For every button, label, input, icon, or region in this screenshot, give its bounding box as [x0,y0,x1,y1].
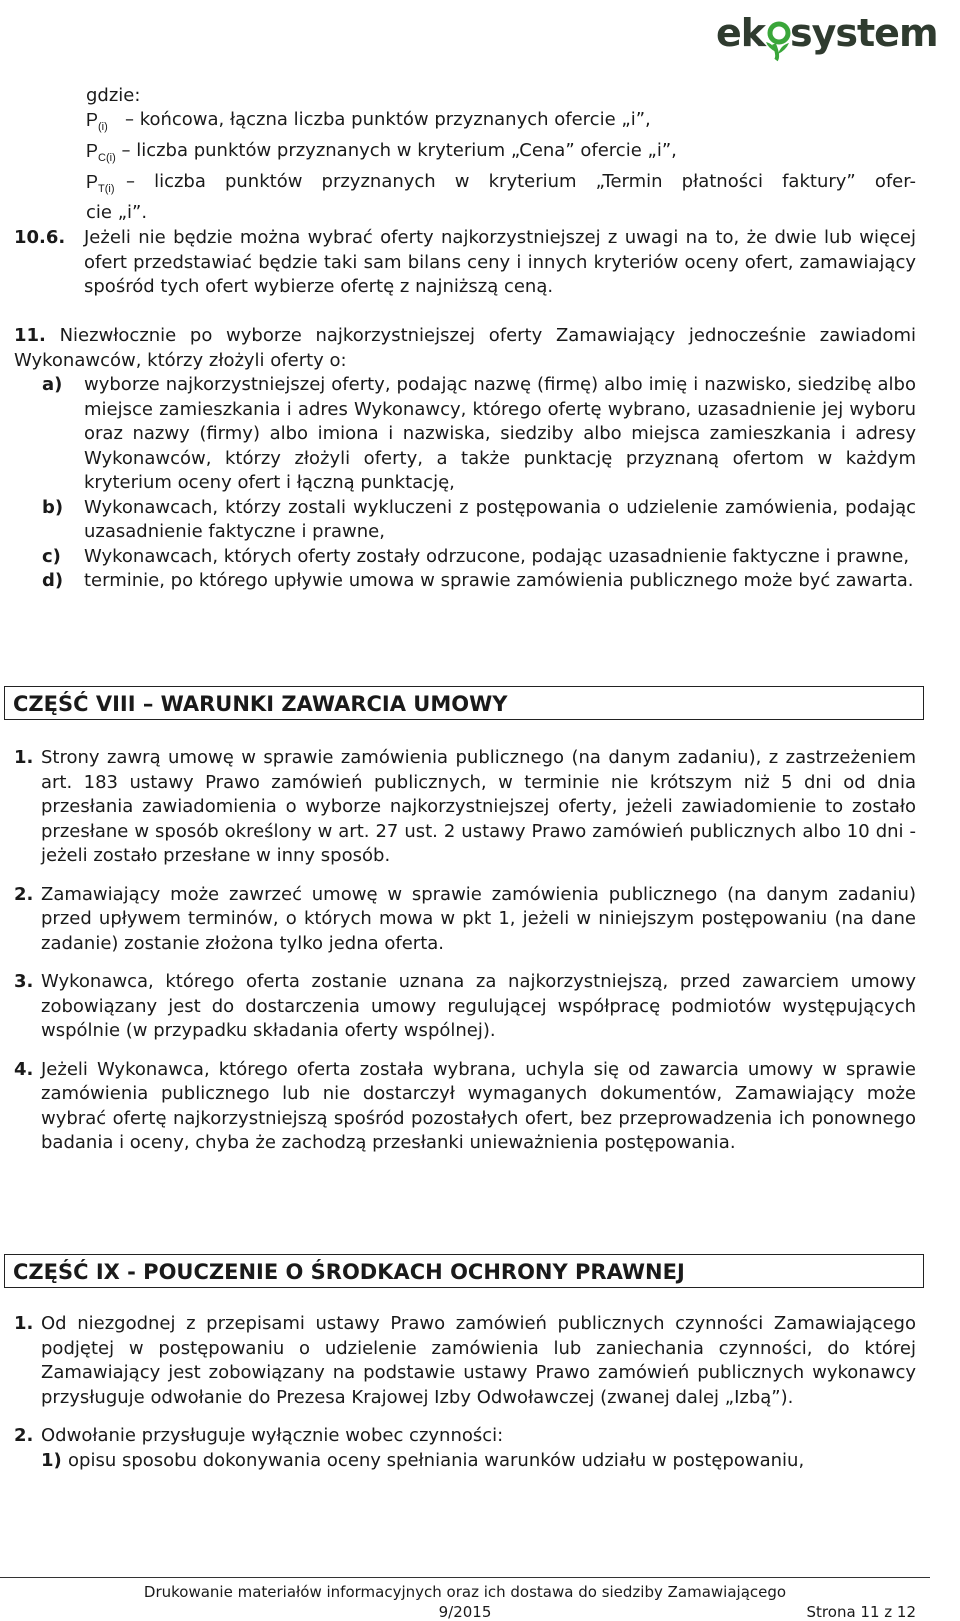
item-text: opisu sposobu dokonywania oceny spełniania warunków udziału w postępowaniu, [68,1449,805,1471]
item-number: 1. [14,1313,34,1334]
numbered-item [14,970,916,1044]
numbered-item [14,1424,916,1449]
section-text: Jeżeli nie będzie można wybrać oferty najkorzystniejszej z uwagi na to, że dwie lub więcej ofert przedstawiać będzie taki sam bilans ceny i innych kryteriów oceny ofert, zamawiający spośród tych ofert wybierze ofertę z najniższą ceną. [84,227,916,297]
def-symbol: P [86,110,99,130]
item-text: Strony zawrą umowę w sprawie zamówienia publicznego (na danym zadaniu), z zastrzeżeniem art. 183 ustawy Prawo zamówień publicznych, w terminie nie krótszym niż 5 dni od dnia przesłania zawiadomienia o wyborze najkorzystniejszej oferty, jeżeli zawiadomienie to zostało przesłane w sposób określony w art. 27 ust. 2 ustawy Prawo zamówień publicznych albo 10 dni - jeżeli zostało przesłane w inny sposób. [41,747,916,866]
item-label: d) [42,570,64,591]
item-text: Wykonawca, którego oferta zostanie uznana za najkorzystniejszą, przed zawarciem umowy zobowiązany jest do dostarczenia umowy regulującej współpracę podmiotów występujących wspólnie (w przypadku składania oferty wspólnej). [41,971,916,1041]
list-item [42,545,916,570]
sub-item [41,1449,916,1474]
section-text: Niezwłocznie po wyborze najkorzystniejszej oferty Zamawiający jednocześnie zawiadomi Wykonawców, którzy złożyli oferty o: [14,325,916,371]
definition-line [86,139,916,170]
def-symbol: P [86,172,99,192]
def-text: – liczba punktów przyznanych w kryterium „Cena” ofercie „i”, [121,140,677,161]
footer-reference: 9/2015 [438,1603,492,1621]
list-item [42,496,916,545]
item-text: Wykonawcach, którzy zostali wykluczeni z postępowania o udzielenie zamówienia, podając uzasadnienie faktyczne i prawne, [84,496,916,542]
definition-line [86,108,916,139]
item-label: 1) [41,1449,62,1471]
section-11 [14,324,916,594]
section-10-6 [14,226,916,300]
item-text: Odwołanie przysługuje wyłącznie wobec czynności: [41,1425,504,1446]
item-number: 3. [14,971,34,992]
item-number: 2. [14,883,34,905]
numbered-item [14,1312,916,1410]
svg-text:ek: ek [716,11,766,55]
ekosystem-logo [716,8,938,60]
definition-line: cie „i”. [86,202,148,223]
item-text: Jeżeli Wykonawca, którego oferta została wybrana, uchyla się od zawarcia umowy w sprawie zamówienia publicznego lub nie dostarczył wymaganych dokumentów, Zamawiający może wybrać ofertę najkorzystniejszą spośród pozostałych ofert, bez przeprowadzenia ich ponownego badania i oceny, chyba że zachodzą przesłanki unieważnienia postępowania. [41,1058,916,1153]
footer-title: Drukowanie materiałów informacyjnych oraz ich dostawa do siedziby Zamawiającego [143,1583,787,1601]
part-8-heading: CZĘŚĆ VIII – WARUNKI ZAWARCIA UMOWY [4,686,924,720]
item-text: Wykonawcach, których oferty zostały odrzucone, podając uzasadnienie faktyczne i prawne, [84,545,910,567]
def-subscript: C(i) [98,152,116,164]
item-text: Zamawiający może zawrzeć umowę w sprawie zamówienia publicznego (na danym zadaniu) przed upływem terminów, o których mowa w pkt 1, jeżeli w niniejszym postępowaniu (na dane zadanie) zostanie złożona tylko jedna oferta. [41,883,916,954]
def-text: – końcowa, łączna liczba punktów przyznanych ofercie „i”, [124,109,651,130]
svg-text:system: system [790,11,938,55]
def-symbol: P [86,141,99,161]
part-9-heading: CZĘŚĆ IX - POUCZENIE O ŚRODKACH OCHRONY PRAWNEJ [4,1254,924,1288]
numbered-item [14,883,916,957]
list-item [42,373,916,496]
definition-line [86,170,916,201]
page-number: Strona 11 z 12 [806,1603,916,1621]
numbered-item [14,746,916,869]
numbered-item [14,1058,916,1156]
section-number: 10.6. [14,227,66,248]
definitions-intro: gdzie: [86,85,141,106]
def-text: – liczba punktów przyznanych w kryterium „Termin płatności faktury” ofer- [125,171,916,192]
item-number: 2. [14,1425,34,1446]
item-text: wyborze najkorzystniejszej oferty, podając nazwę (firmę) albo imię i nazwisko, siedzibę albo miejsce zamieszkania i adres Wykonawcy, którego ofertę wybrano, uzasadnienie jej wyboru oraz nazwy (firmy) albo imiona i nazwiska, siedziby albo miejsca zamieszkania i adresy Wykonawców, którzy złożyli oferty, a także punktację przyznaną ofertom w każdym kryterium oceny ofert i łączną punktację, [84,374,916,493]
item-label: c) [42,545,61,567]
item-text: Od niezgodnej z przepisami ustawy Prawo zamówień publicznych czynności Zamawiającego podjętej w postępowaniu o udzielenie zamówienia lub zaniechania czynności, do której Zamawiający jest zobowiązany na podstawie ustawy Prawo zamówień publicznych wykonawcy przysługuje odwołanie do Prezesa Krajowej Izby Odwoławczej (zwanej dalej „Izbą”). [41,1313,916,1408]
item-text: terminie, po którego upływie umowa w sprawie zamówienia publicznego może być zawarta. [84,570,914,591]
def-subscript: (i) [98,121,108,133]
section-number: 11. [14,325,46,346]
part-8-list [14,746,916,1156]
item-number: 4. [14,1058,34,1080]
item-label: b) [42,496,64,518]
def-subscript: T(i) [98,183,115,195]
footer-divider [0,1577,930,1578]
section-11-list [42,373,916,594]
item-number: 1. [14,747,34,768]
part-9-list [14,1312,916,1473]
item-label: a) [42,374,63,395]
definitions [86,84,916,225]
list-item [42,569,916,594]
